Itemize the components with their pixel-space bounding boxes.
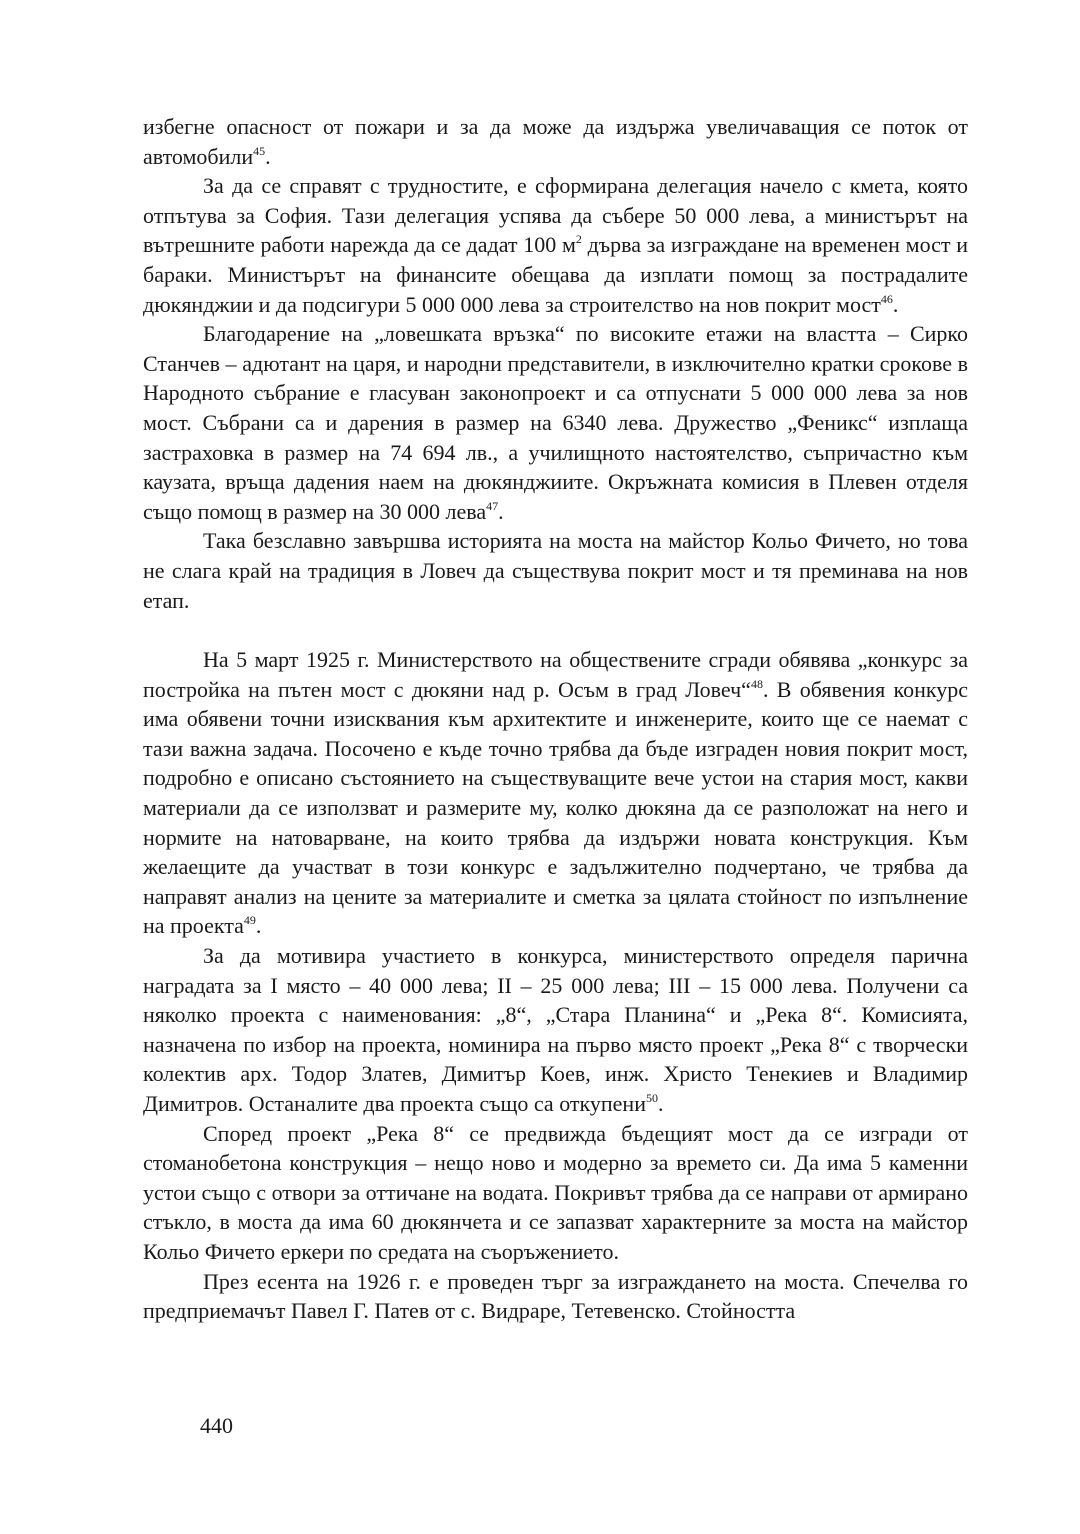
text-run: За да се справят с трудностите, е сформирана делегация начело с кмета, която отпътува за София. Тази делегация успява да събере 50 000 лева, а министърът на вътрешните работи нарежда да се дадат 100 м [143,173,968,258]
paragraph [143,941,968,1119]
text-run: . В обявения конкурс има обявени точни изисквания към архитектите и инженерите, които ще се наемат с тази важна задача. Посочено е къде точно трябва да бъде изграден новия покрит мост, подробно е описано състоянието на съществуващите вече устои на стария мост, какви материали да се използват и размерите му, колко дюкяна да се разположат на него и нормите на натоварване, на които трябва да издържи новата конструкция. Към желаещите да участват в този конкурс е задължително подчертано, че трябва да направят анализ на цените за материалите и сметка за цялата стойност по изпълнение на проекта [143,676,968,939]
paragraph [143,319,968,526]
text-run: Според проект „Река 8“ се предвижда бъдещият мост да се изгради от стоманобетона конструкция – нещо ново и модерно за времето си. Да има 5 каменни устои също с отвори за оттичане на водата. Покривът трябва да се направи от армирано стъкло, в моста да има 60 дюкянчета и се запазват характерните за моста на майстор Кольо Фичето еркери по средата на съоръжението. [143,1120,968,1264]
footnote-ref-50: 50 [645,1091,658,1105]
page-body [143,112,968,1326]
text-run: . [255,913,262,939]
footnote-ref-46: 46 [880,291,893,306]
paragraph [143,645,968,941]
footnote-ref-48: 48 [750,676,763,691]
footnote-ref-47: 47 [486,498,499,513]
text-run: . [498,498,504,524]
paragraph [143,171,968,319]
footnote-ref-49: 49 [243,913,256,928]
page-number: 440 [200,1413,233,1438]
text-run: През есента на 1926 г. е проведен търг за изграждането на моста. Спечелва го предприемачът Павел Г. Патев от с. Видраре, Тетевенско. Стойността [143,1268,968,1324]
paragraph [143,112,968,171]
section-gap [143,615,968,645]
text-run: дърва за изграждане на временен мост и бараки. Министърът на финансите обещава да изплати помощ за пострадалите дюкянджии и да подсигури 5 000 000 лева за строителство на нов покрит мост [143,232,968,317]
footnote-ref-45: 45 [253,143,266,158]
text-run: Така безславно завършва историята на моста на майстор Кольо Фичето, но това не слага край на традиция в Ловеч да съществува покрит мост и тя преминава на нов етап. [143,528,968,613]
text-run: . [265,143,271,169]
text-run: . [657,1091,664,1116]
text-run: избегне опасност от пожари и за да може да издържа увеличаващия се поток от автомобили [143,114,968,169]
superscript-squared: 2 [575,232,582,247]
paragraph [143,1267,968,1326]
text-run: За да мотивира участието в конкурса, министерството определя парична наградата за I място – 40 000 лева; II – 25 000 лева; III – 15 000 лева. Получени са няколко проекта с наименования: „8“, „Стара Планина“ и „Река 8“. Комисията, назначена по избор на проекта, номинира на първо място проект „Река 8“ с творчески колектив арх. Тодор Златев, Димитър Коев, инж. Христо Тенекиев и Владимир Димитров. Останалите два проекта също са откупени [143,943,968,1116]
text-run: Благодарение на „ловешката връзка“ по високите етажи на властта – Сирко Станчев – адютант на царя, и народни представители, в изключително кратки срокове в Народното събрание е гласуван законопроект и са отпуснати 5 000 000 лева за нов мост. Събрани са и дарения в размер на 6340 лева. Дружество „Феникс“ изплаща застраховка в размер на 74 694 лв., а училищното настоятелство, съпричастно към каузата, връща дадения наем на дюкянджиите. Окръжната комисия в Плевен отделя също помощ в размер на 30 000 лева [143,321,968,524]
paragraph [143,526,968,615]
paragraph [143,1119,968,1267]
text-run: На 5 март 1925 г. Министерството на обществените сгради обявява „конкурс за постройка на пътен мост с дюкяни над р. Осъм в град Ловеч“ [143,647,968,702]
text-run: . [892,291,899,317]
